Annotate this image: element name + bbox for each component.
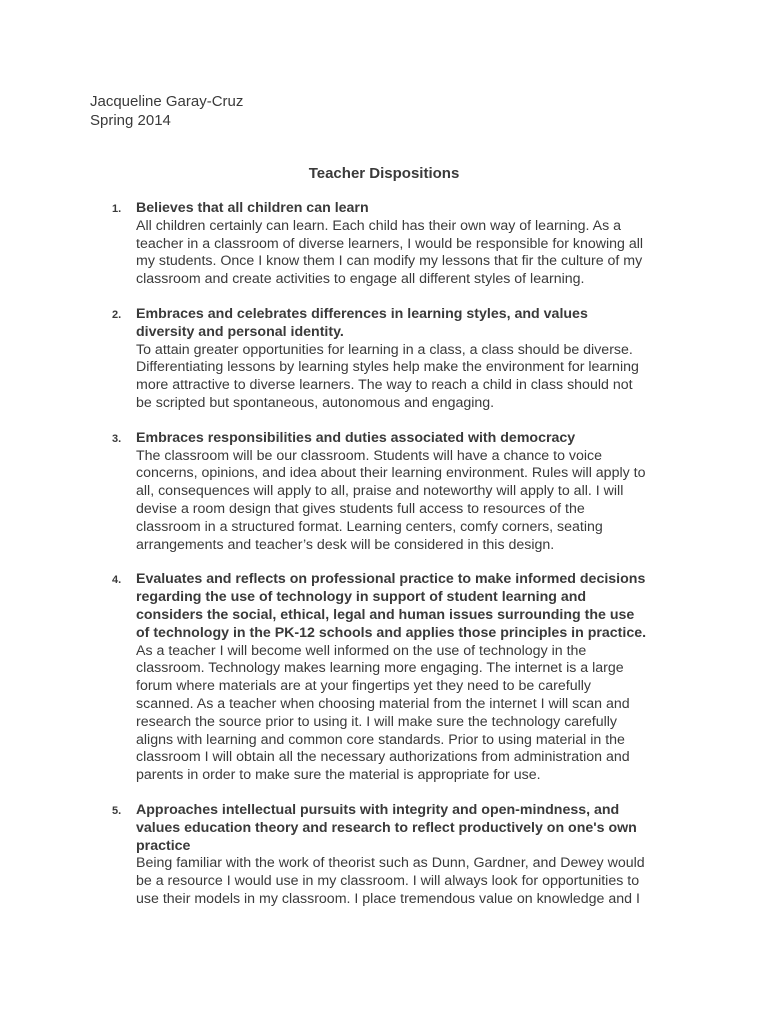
item-content (136, 200, 681, 289)
heading-line: practice (136, 837, 191, 854)
body-line: parents in order to make sure the material is appropriate for use. (136, 767, 541, 784)
heading-line: regarding the use of technology in support of student learning and (136, 589, 587, 606)
body-line: my students. Once I know them I can modify my lessons that fir the culture of my (136, 253, 643, 270)
term: Spring 2014 (90, 112, 171, 129)
item-heading (136, 306, 681, 342)
body-line: forum where materials are at your fingertips yet they need to be carefully (136, 678, 592, 695)
list-item (0, 430, 768, 555)
body-line: classroom and create activities to engage all different styles of learning. (136, 271, 585, 288)
heading-line: Approaches intellectual pursuits with integrity and open-mindness, and (136, 801, 620, 818)
list-item (0, 571, 768, 785)
item-heading (136, 430, 681, 448)
body-line: use their models in my classroom. I place tremendous value on knowledge and I (136, 890, 640, 907)
item-content (136, 430, 681, 555)
heading-line: Embraces and celebrates differences in learning styles, and values (136, 305, 588, 322)
body-line: classroom in a structured format. Learning centers, comfy corners, seating (136, 518, 603, 535)
item-number: 4. (112, 574, 122, 587)
list-item (0, 306, 768, 413)
item-body (136, 643, 681, 785)
body-line: All children certainly can learn. Each child has their own way of learning. As a (136, 217, 621, 234)
item-number: 2. (112, 308, 122, 321)
item-content (136, 802, 681, 909)
heading-line: values education theory and research to reflect productively on one's own (136, 819, 637, 836)
body-line: aligns with learning and common core standards. Prior to using material in the (136, 731, 625, 748)
item-body (136, 342, 681, 413)
heading-line: diversity and personal identity. (136, 323, 344, 340)
item-content (136, 306, 681, 413)
body-line: classroom I will obtain all the necessary authorizations from administration and (136, 749, 630, 766)
list-item (0, 802, 768, 909)
item-heading (136, 200, 681, 218)
heading-line: considers the social, ethical, legal and human issues surrounding the use (136, 606, 635, 623)
document-header (90, 92, 243, 130)
body-line: teacher in a classroom of diverse learners, I would be responsible for knowing all (136, 235, 644, 252)
body-line: be a resource I would use in my classroom. I will always look for opportunities to (136, 873, 640, 890)
item-heading (136, 802, 681, 855)
body-line: Differentiating lessons by learning styles help make the environment for learning (136, 359, 639, 376)
body-line: The classroom will be our classroom. Students will have a chance to voice (136, 447, 603, 464)
body-line: research the source prior to using it. I will make sure the technology carefully (136, 713, 618, 730)
heading-line: of technology in the PK-12 schools and applies those principles in practice. (136, 624, 647, 641)
item-body (136, 855, 681, 908)
heading-line: Believes that all children can learn (136, 200, 369, 216)
heading-line: Embraces responsibilities and duties associated with democracy (136, 429, 576, 446)
item-content (136, 571, 681, 785)
heading-line: Evaluates and reflects on professional practice to make informed decisions (136, 571, 646, 588)
document-title: Teacher Dispositions (308, 165, 460, 182)
body-line: all, consequences will apply to all, praise and noteworthy will apply to all. I will (136, 483, 624, 500)
item-number: 5. (112, 804, 122, 817)
body-line: classroom. Technology makes learning more engaging. The internet is a large (136, 660, 624, 677)
dispositions-list (0, 200, 768, 926)
item-body (136, 448, 681, 555)
body-line: arrangements and teacher’s desk will be considered in this design. (136, 536, 555, 553)
body-line: more attractive to diverse learners. The way to reach a child in class should not (136, 377, 633, 394)
body-line: concerns, opinions, and idea about their learning environment. Rules will apply to (136, 465, 646, 482)
item-number: 1. (112, 203, 122, 215)
author-name: Jacqueline Garay-Cruz (90, 93, 244, 110)
body-line: devise a room design that gives students full access to resources of the (136, 500, 585, 517)
item-heading (136, 571, 681, 642)
body-line: As a teacher I will become well informed on the use of technology in the (136, 642, 587, 659)
body-line: To attain greater opportunities for learning in a class, a class should be diverse. (136, 341, 633, 358)
body-line: scanned. As a teacher when choosing material from the internet I will scan and (136, 695, 630, 712)
item-number: 3. (112, 432, 122, 445)
body-line: Being familiar with the work of theorist such as Dunn, Gardner, and Dewey would (136, 855, 645, 872)
item-body (136, 218, 681, 289)
list-item (0, 200, 768, 289)
body-line: be scripted but spontaneous, autonomous and engaging. (136, 394, 495, 411)
